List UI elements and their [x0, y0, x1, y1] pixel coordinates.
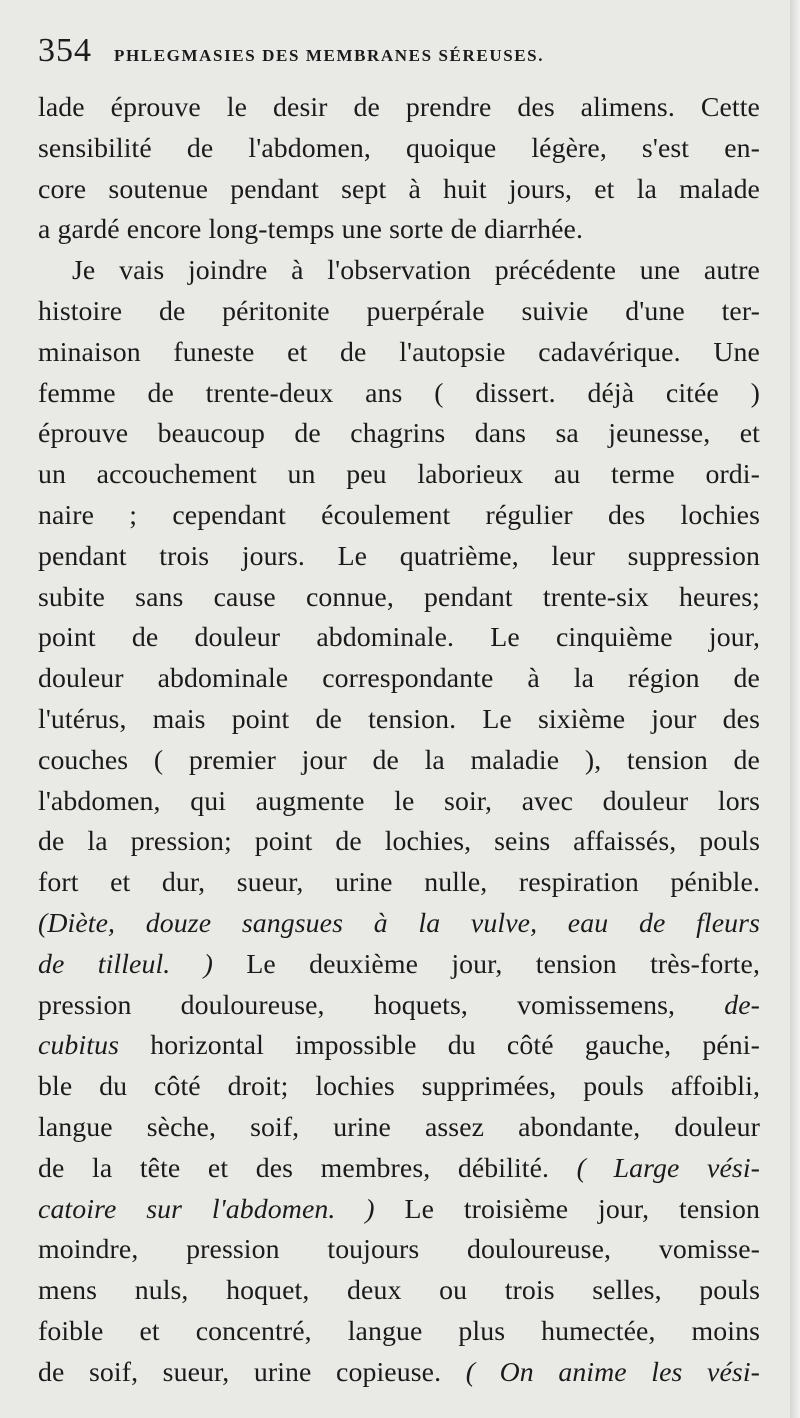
- italic-text: ( On anime les vési-: [465, 1356, 760, 1388]
- text-segment: histoire de péritonite puerpérale suivie d'une ter-: [38, 295, 760, 327]
- text-line: [38, 822, 760, 863]
- text-line: [38, 741, 760, 782]
- text-line: [38, 129, 760, 170]
- italic-text: catoire sur l'abdomen. ): [38, 1193, 375, 1225]
- text-segment: point de douleur abdominale. Le cinquième jour,: [38, 622, 760, 654]
- text-line: [38, 374, 760, 415]
- text-segment: naire ; cependant écoulement régulier des lochies: [38, 499, 760, 531]
- text-line: [38, 292, 760, 333]
- text-line: [38, 863, 760, 904]
- text-line: [38, 210, 760, 251]
- text-segment: langue sèche, soif, urine assez abondante, douleur: [38, 1111, 760, 1143]
- page-edge: [790, 0, 800, 1418]
- text-line: [38, 333, 760, 374]
- running-head: [38, 32, 760, 84]
- text-line: [38, 659, 760, 700]
- text-segment: foible et concentré, langue plus humectée, moins: [38, 1315, 760, 1347]
- text-segment: couches ( premier jour de la maladie ), tension de: [38, 744, 760, 776]
- text-segment: femme de trente-deux ans ( dissert. déjà citée ): [38, 377, 760, 409]
- text-segment: pression douloureuse, hoquets, vomissemens,: [38, 989, 725, 1021]
- text-line: [38, 496, 760, 537]
- body-text: [38, 88, 760, 1394]
- text-segment: de la tête et des membres, débilité.: [38, 1152, 577, 1184]
- text-line: [38, 986, 760, 1027]
- book-page: [38, 32, 760, 1394]
- text-segment: core soutenue pendant sept à huit jours, et la malade: [38, 173, 760, 205]
- text-segment: douleur abdominale correspondante à la région de: [38, 663, 760, 695]
- text-line: [38, 1190, 760, 1231]
- text-segment: a gardé encore long-temps une sorte de diarrhée.: [38, 214, 584, 246]
- text-segment: sensibilité de l'abdomen, quoique légère, s'est en-: [38, 132, 760, 164]
- text-segment: l'abdomen, qui augmente le soir, avec douleur lors: [38, 785, 760, 817]
- text-line: [38, 1108, 760, 1149]
- italic-text: de-: [724, 989, 760, 1021]
- text-line: [38, 1312, 760, 1353]
- italic-text: (Diète, douze sangsues à la vulve, eau de fleurs: [38, 907, 760, 939]
- italic-text: cubitus: [38, 1030, 119, 1062]
- running-head-title: PHLEGMASIES DES MEMBRANES SÉREUSES.: [114, 46, 545, 65]
- text-line: [38, 537, 760, 578]
- text-segment: mens nuls, hoquet, deux ou trois selles, pouls: [38, 1275, 760, 1307]
- text-segment: ble du côté droit; lochies supprimées, pouls affoibli,: [38, 1071, 760, 1103]
- text-line: [38, 251, 760, 292]
- text-line: [38, 578, 760, 619]
- text-segment: un accouchement un peu laborieux au terme ordi-: [38, 459, 760, 491]
- text-line: [38, 1149, 760, 1190]
- text-segment: éprouve beaucoup de chagrins dans sa jeunesse, et: [38, 418, 760, 450]
- text-segment: Le deuxième jour, tension très-forte,: [213, 948, 760, 980]
- text-line: [38, 700, 760, 741]
- text-line: [38, 945, 760, 986]
- text-line: [38, 88, 760, 129]
- text-line: [38, 1026, 760, 1067]
- text-segment: de la pression; point de lochies, seins affaissés, pouls: [38, 826, 760, 858]
- text-segment: moindre, pression toujours douloureuse, vomisse-: [38, 1234, 760, 1266]
- text-segment: minaison funeste et de l'autopsie cadavérique. Une: [38, 336, 760, 368]
- text-line: [38, 1353, 760, 1394]
- text-segment: l'utérus, mais point de tension. Le sixième jour des: [38, 703, 760, 735]
- text-segment: pendant trois jours. Le quatrième, leur suppression: [38, 540, 760, 572]
- text-segment: horizontal impossible du côté gauche, péni-: [119, 1030, 760, 1062]
- text-line: [38, 170, 760, 211]
- text-segment: fort et dur, sueur, urine nulle, respiration pénible.: [38, 867, 760, 899]
- text-segment: Je vais joindre à l'observation précédente une autre: [72, 255, 760, 287]
- text-segment: Le troisième jour, tension: [374, 1193, 760, 1225]
- italic-text: ( Large vési-: [576, 1152, 760, 1184]
- text-line: [38, 904, 760, 945]
- text-line: [38, 1230, 760, 1271]
- text-segment: subite sans cause connue, pendant trente-six heures;: [38, 581, 760, 613]
- text-line: [38, 1067, 760, 1108]
- text-line: [38, 455, 760, 496]
- page-number: 354: [38, 32, 92, 69]
- text-segment: de soif, sueur, urine copieuse.: [38, 1356, 466, 1388]
- text-line: [38, 1271, 760, 1312]
- text-line: [38, 782, 760, 823]
- text-line: [38, 618, 760, 659]
- italic-text: de tilleul. ): [38, 948, 214, 980]
- text-segment: lade éprouve le desir de prendre des alimens. Cette: [38, 92, 760, 123]
- text-line: [38, 414, 760, 455]
